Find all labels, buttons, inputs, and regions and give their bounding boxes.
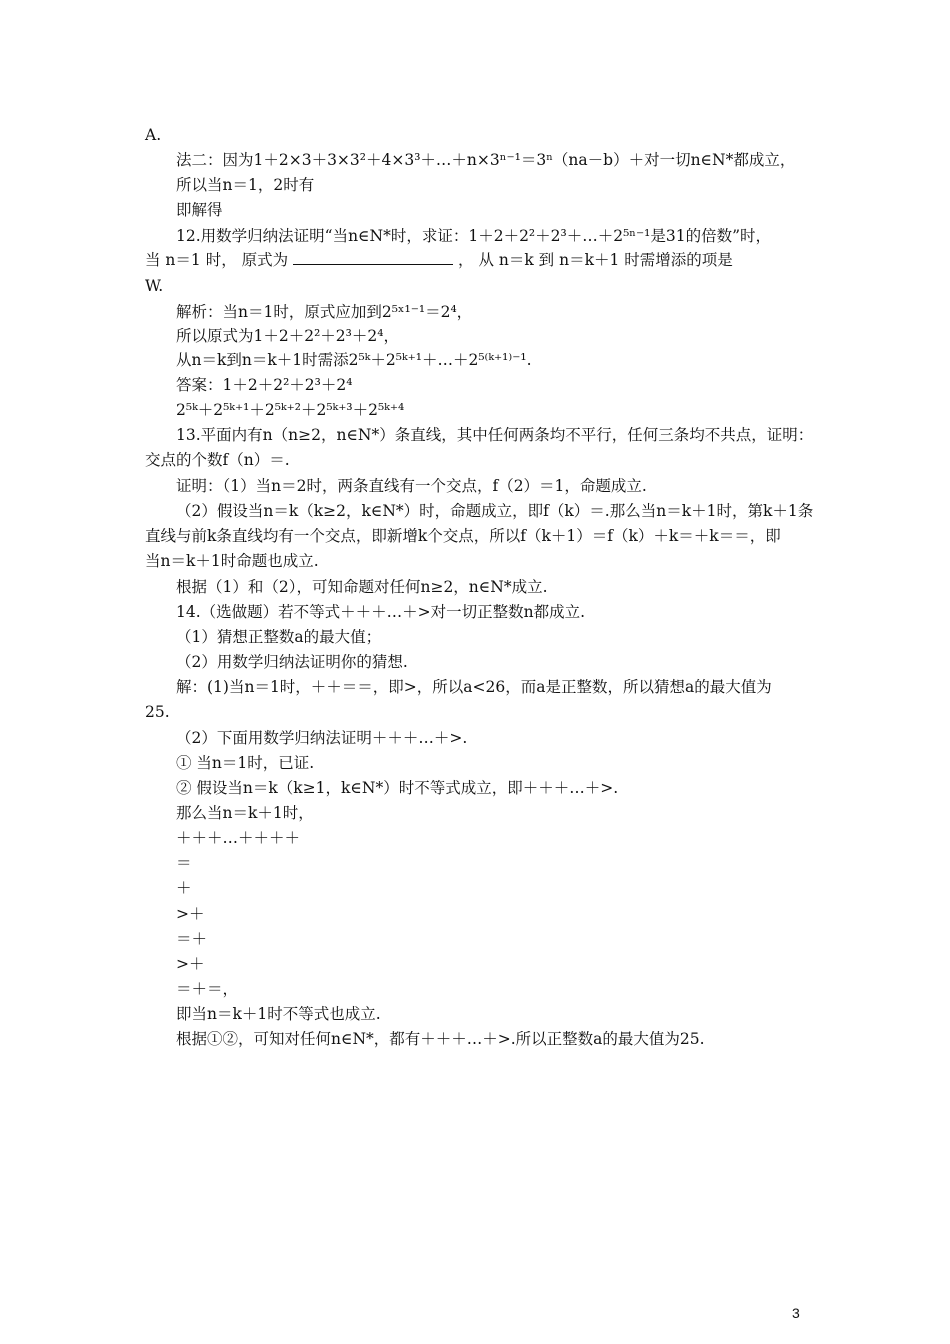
text-line: 那么当n＝k＋1时， [176, 804, 314, 822]
text-line: >＋ [176, 955, 205, 973]
text-line: （2）假设当n＝k（k≥2，k∈N*）时，命题成立，即f（k）＝.那么当n＝k＋1时，第k＋1条 [176, 502, 814, 520]
text-line: A. [145, 126, 162, 144]
text-line [145, 250, 733, 270]
text-line: 直线与前k条直线均有一个交点，即新增k个交点，所以f（k＋1）＝f（k）＋k＝＋k＝＝，即 [145, 527, 781, 545]
text-line: 根据（1）和（2），可知命题对任何n≥2，n∈N*成立. [176, 578, 548, 596]
text-line: ＝＋ [176, 930, 208, 948]
text-line: 从n＝k到n＝k＋1时需添2⁵ᵏ＋2⁵ᵏ⁺¹＋…＋2⁵⁽ᵏ⁺¹⁾⁻¹. [176, 351, 532, 369]
text-line: W. [145, 277, 164, 295]
question-text: ， 从 n＝k 到 n＝k＋1 时需增添的项是 [458, 251, 733, 269]
text-line: ① 当n＝1时，已证. [176, 754, 315, 772]
text-line: 14.（选做题）若不等式＋＋＋…＋>对一切正整数n都成立. [176, 603, 586, 621]
answer-blank [293, 250, 453, 265]
text-line: （2）下面用数学归纳法证明＋＋＋…＋>. [176, 729, 468, 747]
text-line: 证明：（1）当n＝2时，两条直线有一个交点，f（2）＝1，命题成立. [176, 477, 647, 495]
text-line: 法二：因为1＋2×3＋3×3²＋4×3³＋…＋n×3ⁿ⁻¹＝3ⁿ（na－b）＋对一切n∈N*都成立， [176, 151, 796, 169]
text-line: 即当n＝k＋1时不等式也成立. [176, 1005, 381, 1023]
text-line: ＋ [176, 879, 192, 897]
text-line: 所以原式为1＋2＋2²＋2³＋2⁴， [176, 327, 399, 345]
text-line: >＋ [176, 905, 205, 923]
text-line: 解：(1)当n＝1时，＋＋＝＝，即>，所以a<26，而a是正整数，所以猜想a的最大值为 [176, 678, 772, 696]
text-line: ② 假设当n＝k（k≥1，k∈N*）时不等式成立，即＋＋＋…＋>. [176, 779, 619, 797]
text-line: ＝ [176, 854, 192, 872]
text-line: 所以当n＝1，2时有 [176, 176, 315, 194]
text-line: ＋＋＋…＋＋＋＋ [176, 829, 301, 847]
text-line: 25. [145, 703, 170, 721]
page-number: 3 [792, 1305, 800, 1321]
text-line: 13.平面内有n（n≥2，n∈N*）条直线，其中任何两条均不平行，任何三条均不共点，证明： [176, 426, 814, 444]
text-line: 当n＝k＋1时命题也成立. [145, 552, 319, 570]
text-line: 2⁵ᵏ＋2⁵ᵏ⁺¹＋2⁵ᵏ⁺²＋2⁵ᵏ⁺³＋2⁵ᵏ⁺⁴ [176, 401, 405, 419]
text-line: ＝＋＝， [176, 980, 239, 998]
text-line: 交点的个数f（n）＝. [145, 451, 290, 469]
text-line: 解析：当n＝1时，原式应加到2⁵ˣ¹⁻¹＝2⁴， [176, 303, 473, 321]
question-text: 当 n＝1 时， 原式为 [145, 251, 289, 269]
text-line: 答案：1＋2＋2²＋2³＋2⁴ [176, 376, 353, 394]
text-line: 根据①②，可知对任何n∈N*，都有＋＋＋…＋>.所以正整数a的最大值为25. [176, 1030, 705, 1048]
text-line: 12.用数学归纳法证明“当n∈N*时，求证：1＋2＋2²＋2³＋…＋2⁵ⁿ⁻¹是31的倍数”时， [176, 227, 772, 245]
text-line: （2）用数学归纳法证明你的猜想. [176, 653, 408, 671]
text-line: （1）猜想正整数a的最大值； [176, 628, 382, 646]
text-line: 即解得 [176, 201, 223, 219]
